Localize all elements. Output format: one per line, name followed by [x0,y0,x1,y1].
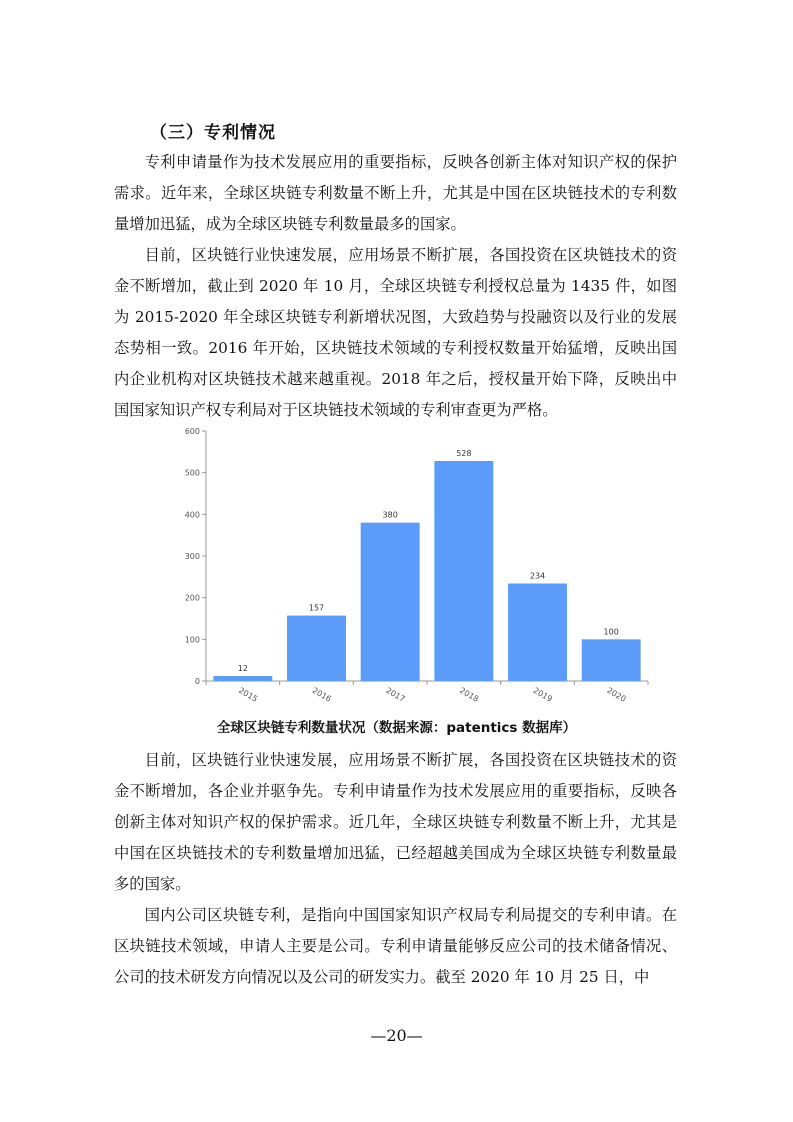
bar-value-label: 157 [308,603,325,613]
x-tick-label: 2018 [458,685,481,704]
bar [508,584,567,682]
y-tick-label: 0 [194,677,200,686]
bar [434,461,493,681]
y-tick-label: 400 [184,510,200,520]
y-tick-label: 100 [184,635,200,645]
bar-value-label: 380 [382,510,398,520]
paragraph-4: 国内公司区块链专利，是指向中国国家知识产权局专利局提交的专利申请。在区块链技术领域，申请人主要是公司。专利申请量能够反应公司的技术储备情况、公司的技术研发方向情况以及公司的研发实力。截至 2020 年 10 月 25 日，中 [114,906,677,986]
y-tick-label: 200 [184,593,200,603]
y-tick-label: 500 [184,468,200,478]
paragraph-3: 目前，区块链行业快速发展，应用场景不断扩展，各国投资在区块链技术的资金不断增加，各企业并驱争先。专利申请量作为技术发展应用的重要指标，反映各创新主体对知识产权的保护需求。近几年，全球区块链专利数量不断上升，尤其是中国在区块链技术的专利数量增加迅猛，已经超越美国成为全球区块链专利数量最多的国家。 [114,751,677,893]
chart-svg [170,424,660,714]
x-tick-label: 2015 [237,685,260,704]
y-tick-label: 300 [184,552,200,561]
section-heading: （三）专利情况 [150,123,276,143]
bar [213,676,272,681]
x-tick-label: 2019 [531,685,554,704]
paragraph-2: 目前，区块链行业快速发展，应用场景不断扩展，各国投资在区块链技术的资金不断增加，截止到 2020 年 10 月，全球区块链专利授权总量为 1435 件，如图为 2015-2020 年全球区块链专利新增状况图，大致趋势与投融资以及行业的发展态势相一致。2016 年开始，区块链技术领域的专利授权数量开始猛增，反映出国内企业机构对区块链技术越来越重视。2018 年之后，授权量开始下降，反映出中国国家知识产权专利局对于区块链技术领域的专利审查更为严格。 [114,246,677,419]
bar-value-label: 234 [529,571,546,581]
bar [361,523,420,681]
bar [287,616,346,681]
chart-caption: 全球区块链专利数量状况（数据来源：patentics 数据库） [216,720,577,736]
x-tick-label: 2017 [384,685,407,704]
patent-bar-chart [170,424,660,714]
bar [582,639,641,681]
bar-value-label: 12 [237,664,248,673]
x-tick-label: 2020 [605,685,628,704]
x-tick-label: 2016 [310,685,333,704]
y-tick-label: 600 [184,427,200,436]
bar-value-label: 100 [603,627,619,637]
page-number: —20— [370,1026,423,1045]
paragraph-1: 专利申请量作为技术发展应用的重要指标，反映各创新主体对知识产权的保护需求。近年来，全球区块链专利数量不断上升，尤其是中国在区块链技术的专利数量增加迅猛，成为全球区块链专利数量最多的国家。 [114,153,677,233]
bar-value-label: 528 [456,449,472,458]
